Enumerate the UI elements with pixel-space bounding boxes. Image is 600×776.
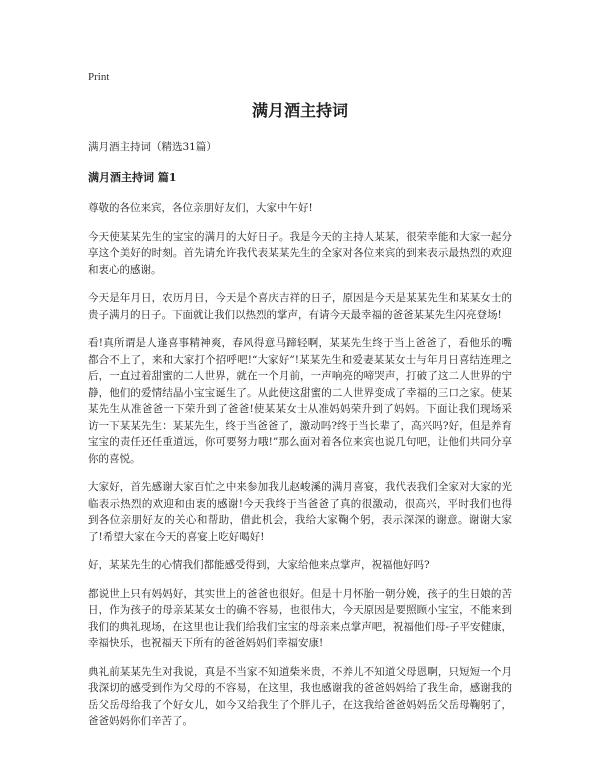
section-heading: 满月酒主持词 篇1 [88,171,177,184]
paragraph: 看!真所谓是人逢喜事精神爽，春风得意马蹄轻啊，某某先生终于当上爸爸了，看他乐的嘴都合不上了，来和大家打个招呼吧!“大家好”!某某先生和爱妻某某女士与年月日喜结连理之后，一直过着甜蜜的二人世界，就在一个月前，一声响亮的啼哭声，打破了这二人世界的宁静，他们的爱情结晶小宝宝诞生了。从此使这甜蜜的二人世界变成了幸福的三口之家。使某某先生从准爸爸一下荣升到了爸爸!使某某女士从准妈妈荣升到了妈妈。下面让我们现场采访一下某某先生：某某先生，终于当爸爸了，激动吗?终于当长辈了，高兴吗?好，但是养育宝宝的责任还任重道远，你可要努力哦!”那么面对着各位来宾也说几句吧，让他们共同分享你的喜悦。 [88,337,512,465]
paragraph: 典礼前某某先生对我说，真是不当家不知道柴米贵，不养儿不知道父母恩啊，只短短一个月我深切的感受到作为父母的不容易，在这里，我也感谢我的爸爸妈妈给了我生命，感谢我的岳父岳母给我了个好女儿，如今又给我生了个胖儿子，在这我给爸爸妈妈岳父岳母鞠躬了，爸爸妈妈你们辛苦了。 [88,665,512,727]
print-label[interactable]: Print [88,71,110,83]
paragraph: 好，某某先生的心情我们都能感受得到，大家给他来点掌声，祝福他好吗? [88,559,430,571]
document-subtitle: 满月酒主持词（精选31篇） [88,141,217,153]
document-title: 满月酒主持词 [251,101,348,120]
paragraph: 都说世上只有妈妈好，其实世上的爸爸也很好。但是十月怀胎一朝分娩，孩子的生日娘的苦日，作为孩子的母亲某某女士的确不容易，也很伟大，今天原因是要照顾小宝宝，不能来到我们的典礼现场，在这里也让我们给我们宝宝的母亲来点掌声吧，祝福他们母-子平安健康，幸福快乐，也祝福天下所有的爸爸妈妈们幸福安康! [88,587,512,649]
paragraph: 今天使某某先生的宝宝的满月的大好日子。我是今天的主持人某某，很荣幸能和大家一起分享这个美好的时刻。首先请允许我代表某某先生的全家对各位来宾的到来表示最热烈的欢迎和衷心的感谢。 [88,230,512,276]
paragraph: 尊敬的各位来宾，各位亲朋好友们，大家中午好! [88,202,313,214]
paragraph: 大家好，首先感谢大家百忙之中来参加我儿赵峻溪的满月喜宴，我代表我们全家对大家的光临表示热烈的欢迎和由衷的感谢!今天我终于当爸爸了真的很激动，很高兴，平时我们也得到各位亲朋好友的关心和帮助，借此机会，我给大家鞠个躬，表示深深的谢意。谢谢大家了!希望大家在今天的喜宴上吃好喝好! [88,481,512,543]
paragraph: 今天是年月日，农历月日，今天是个喜庆吉祥的日子，原因是今天是某某先生和某某女士的贵子满月的日子。下面就让我们以热烈的掌声，有请今天最幸福的爸爸某某先生闪亮登场! [88,292,512,321]
